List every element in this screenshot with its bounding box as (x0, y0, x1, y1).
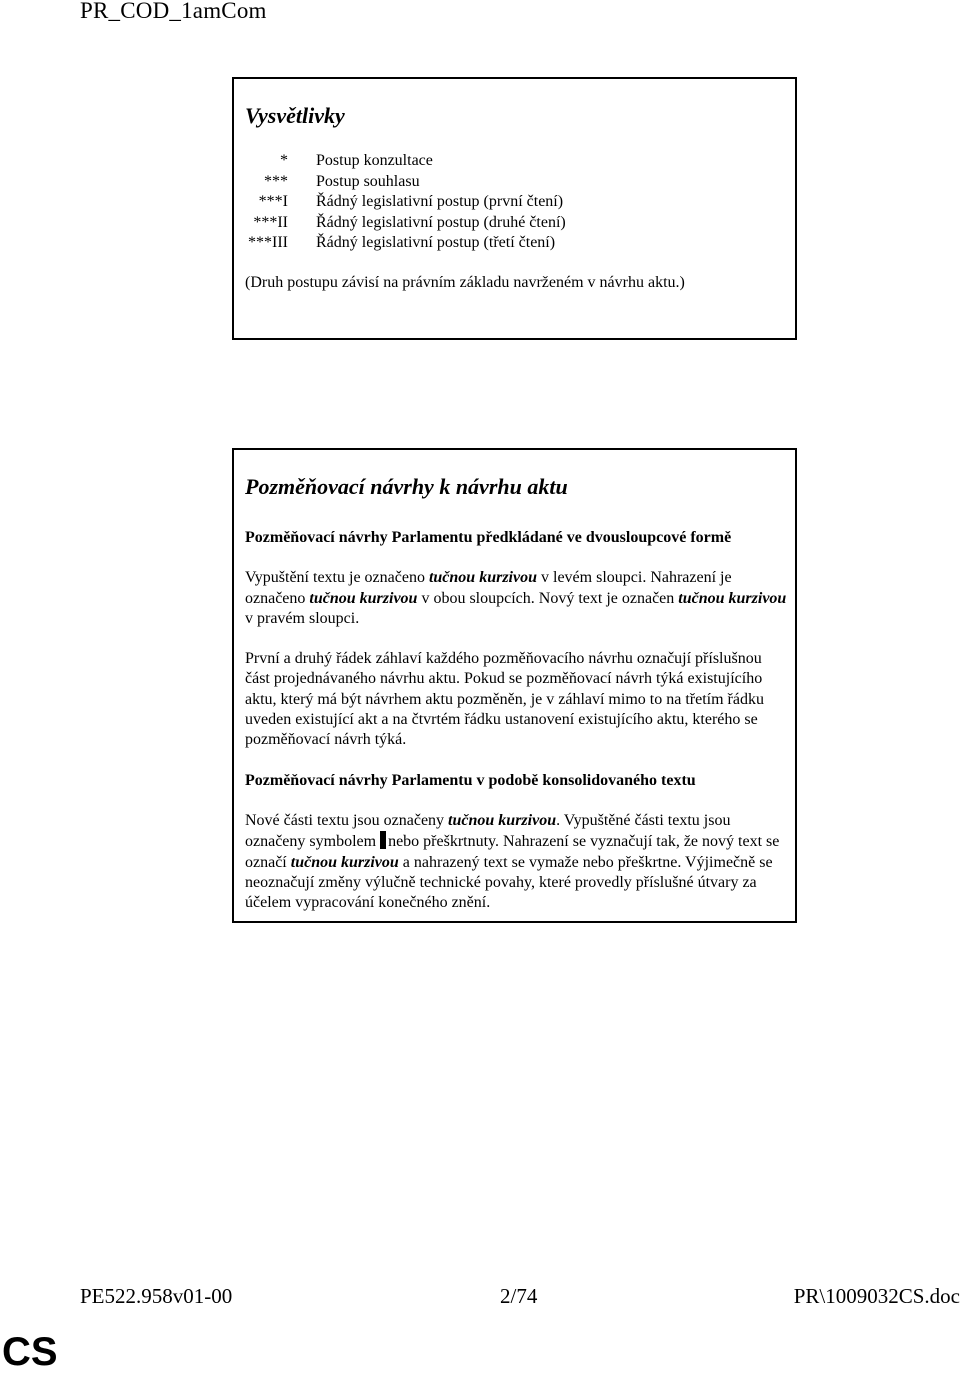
text-run: Vypuštění textu je označeno (245, 569, 429, 587)
footer-file-name: PR\1009032CS.doc (793, 1284, 960, 1308)
text-run: Nové části textu jsou označeny (245, 811, 449, 829)
two-column-heading: Pozměňovací návrhy Parlamentu předkládané ve dvousloupcové formě (245, 529, 732, 546)
bold-italic-run: tučnou kurzivou (309, 589, 418, 607)
amendments-content (245, 528, 790, 933)
procedure-note: (Druh postupu závisí na právním základu navrženém v návrhu aktu.) (245, 274, 685, 291)
two-column-paragraph (245, 568, 790, 629)
legend-row (240, 213, 566, 234)
legend-label: Řádný legislativní postup (první čtení) (316, 193, 564, 210)
legend-symbol: ***III (248, 234, 288, 251)
legend-symbol: * (280, 152, 288, 169)
legend-symbol: ***II (253, 213, 288, 231)
legend-row (240, 233, 566, 254)
legend-row (240, 172, 566, 193)
consolidated-paragraph (245, 811, 790, 913)
text-run: nebo přeškrtnuty. Nahrazení se vyznačují tak, že nový text se označí (245, 833, 780, 871)
text-run: . Vypuštěné části textu jsou označeny symbolem (245, 811, 731, 851)
legend-symbol: *** (264, 172, 288, 190)
text-run: v obou sloupcích. Nový text je označen (417, 589, 679, 607)
amendments-box (232, 448, 797, 923)
legend-box (232, 77, 797, 340)
legend-symbol: ***I (258, 193, 288, 210)
bold-italic-run: tučnou kurzivou (678, 589, 787, 607)
deletion-bar-icon (380, 831, 386, 849)
bold-italic-run: tučnou kurzivou (448, 811, 557, 829)
footer-page-number: 2/74 (500, 1284, 538, 1308)
legend-row (240, 151, 566, 172)
bold-italic-run: tučnou kurzivou (290, 853, 399, 871)
text-run: v pravém sloupci. (245, 609, 360, 627)
legend-label: Postup konzultace (316, 152, 433, 169)
language-code: CS (2, 1330, 58, 1374)
procedure-legend (240, 151, 566, 254)
consolidated-heading: Pozměňovací návrhy Parlamentu v podobě konsolidovaného textu (245, 771, 696, 789)
legend-label: Řádný legislativní postup (třetí čtení) (316, 234, 556, 251)
legend-row (240, 192, 566, 213)
bold-italic-run: tučnou kurzivou (428, 569, 537, 587)
legend-label: Řádný legislativní postup (druhé čtení) (316, 213, 566, 231)
legend-label: Postup souhlasu (316, 172, 420, 190)
amendments-title: Pozměňovací návrhy k návrhu aktu (245, 474, 568, 499)
legend-title: Vysvětlivky (245, 103, 345, 128)
footer-document-ref: PE522.958v01-00 (80, 1284, 233, 1308)
document-code-header: PR_COD_1amCom (80, 0, 267, 23)
text-run: a nahrazený text se vymaže nebo přeškrtne. Výjimečně se neoznačují změny výlučně technické povahy, které provedly příslušné útvary za účelem vypracování konečného znění. (245, 853, 773, 912)
text-run: v levém sloupci. Nahrazení je označeno (245, 569, 732, 607)
header-rows-paragraph: První a druhý řádek záhlaví každého pozměňovacího návrhu označují příslušnou část projednávaného návrhu aktu. Pokud se pozměňovací návrh týká existujícího aktu, který má být návrhem aktu pozměněn, je v záhlaví mimo to na třetím řádku uveden existující akt a na čtvrtém řádku ustanovení existujícího aktu, kterého se pozměňovací návrh týká. (245, 650, 764, 749)
